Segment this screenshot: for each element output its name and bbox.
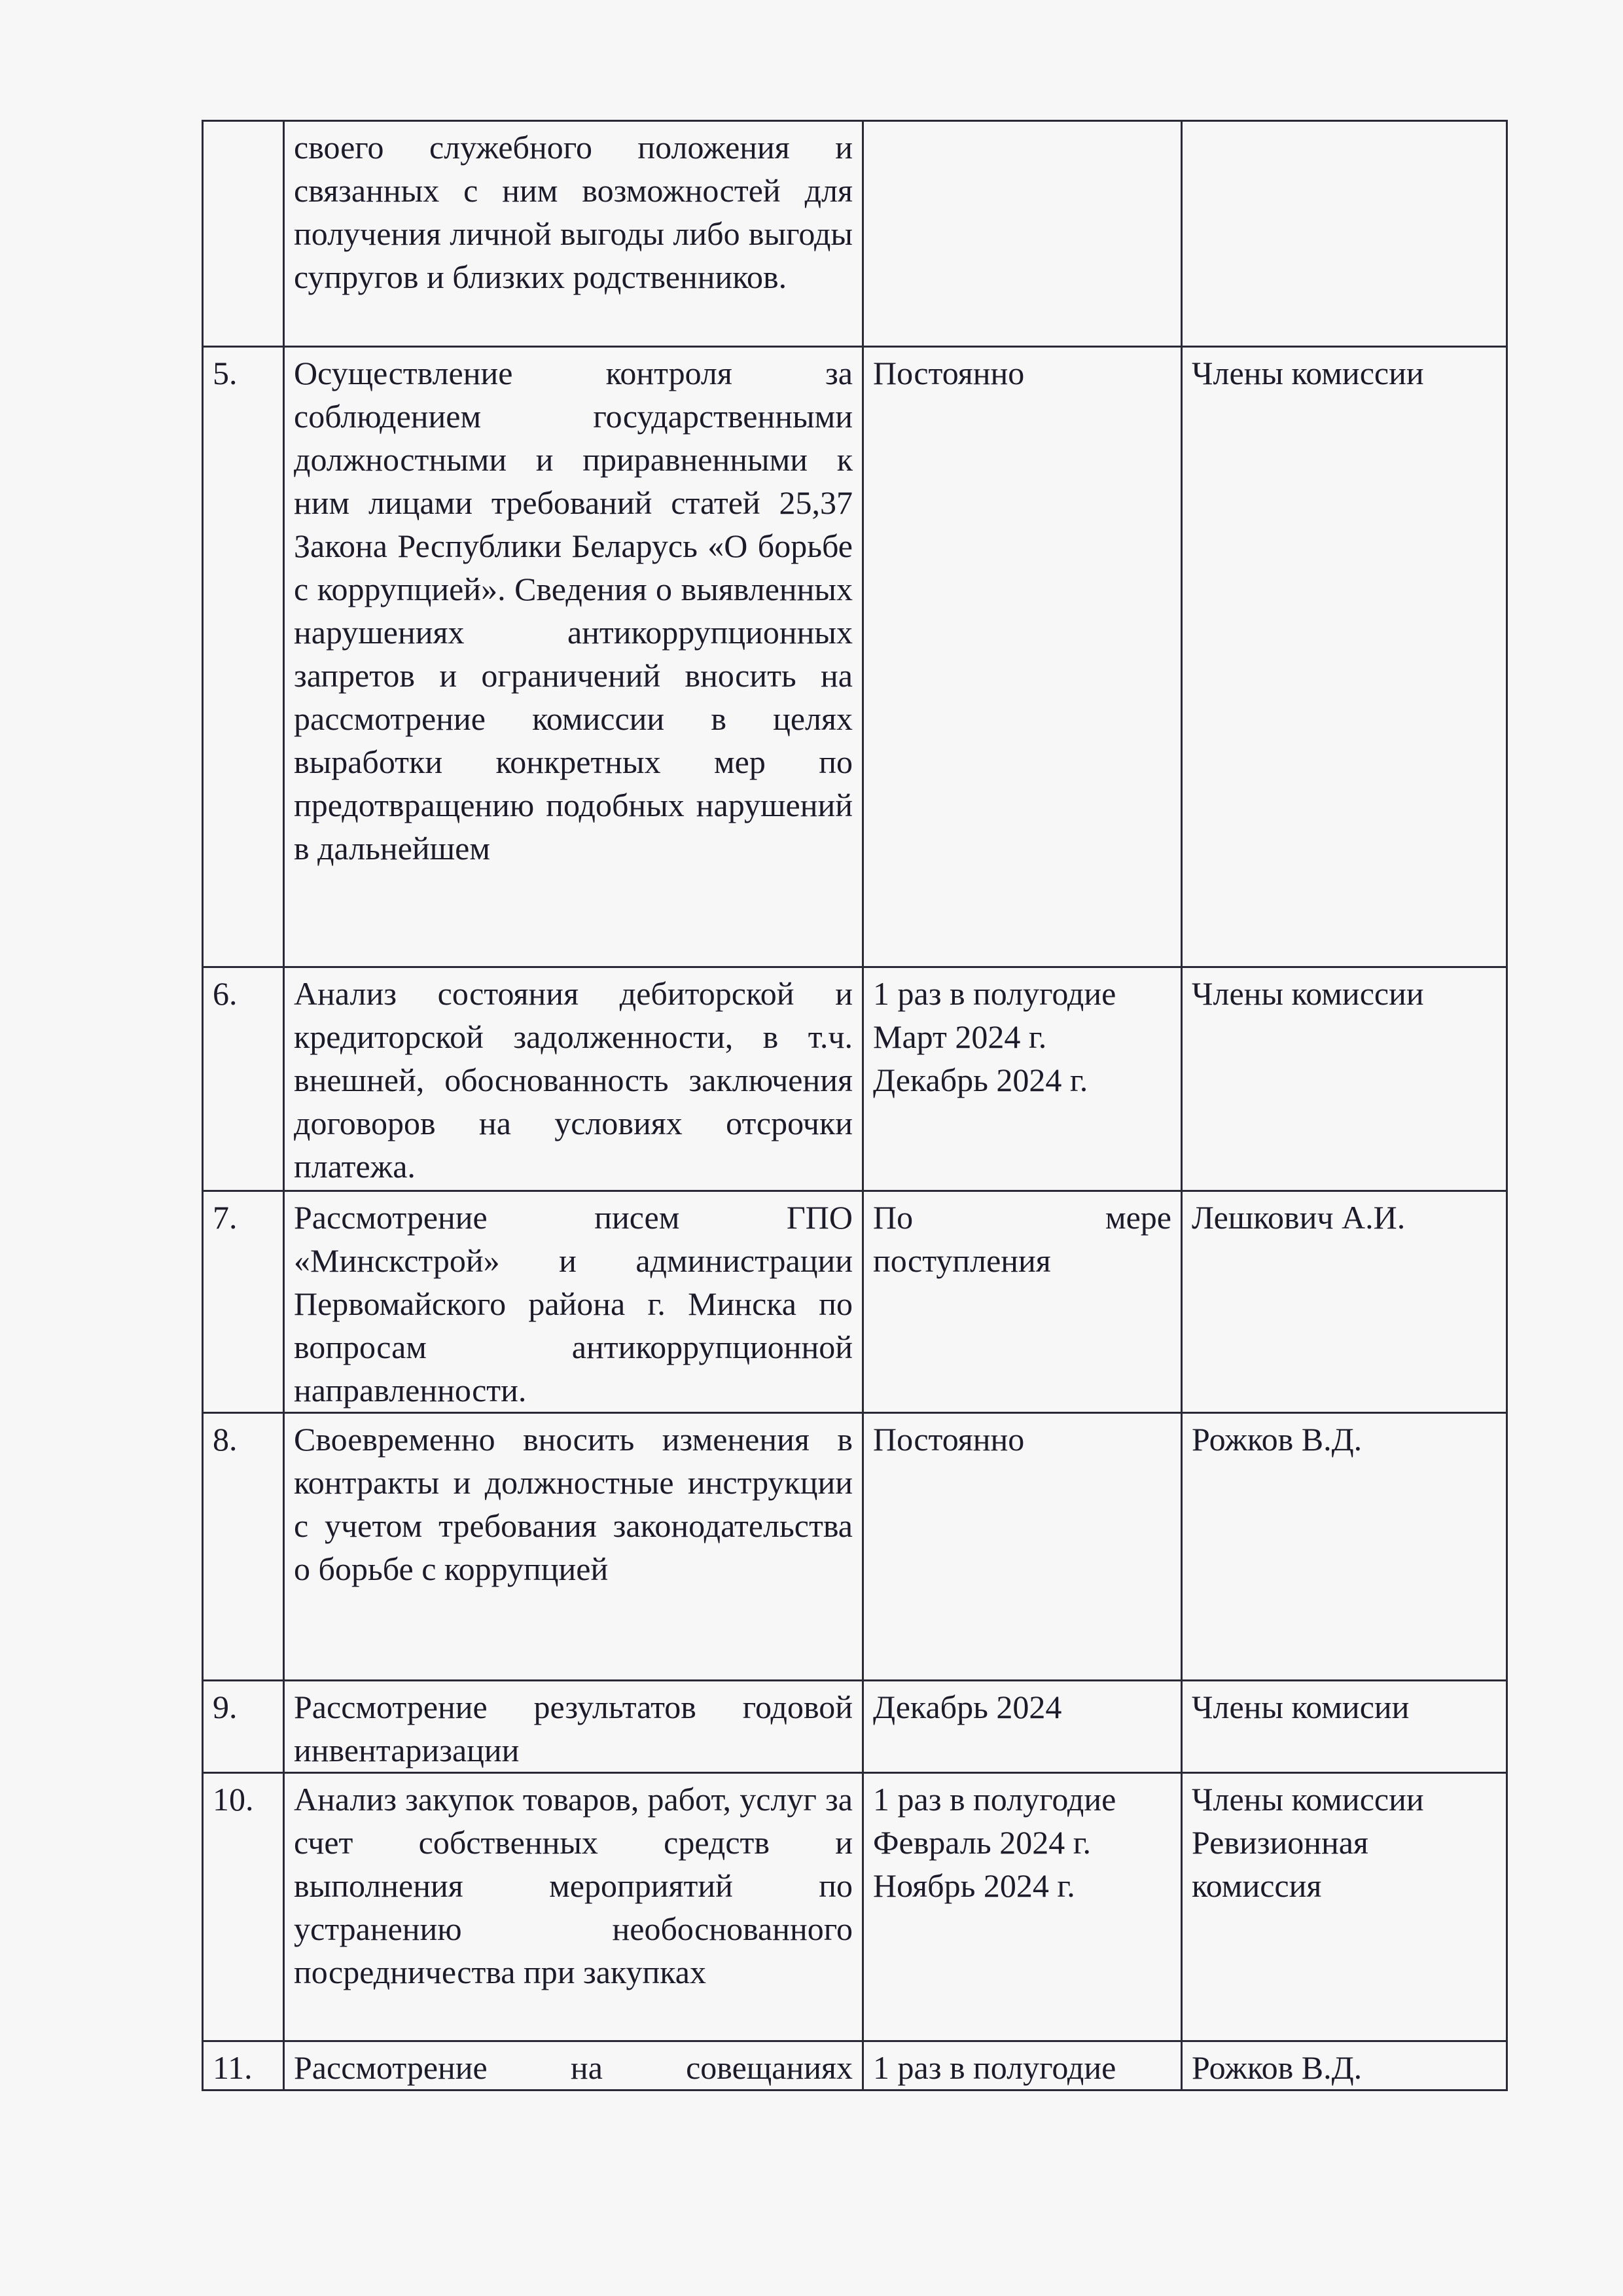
row-responsible [1182,121,1507,347]
row-responsible [1182,2041,1507,2090]
row-responsible [1182,347,1507,967]
term-line: 1 раз в полугодие [873,1781,1116,1818]
responsible-line: Члены комисии [1192,1689,1410,1725]
table-row [203,2041,1507,2090]
responsible-line: Члены комиссии [1192,975,1424,1012]
table-row [203,1413,1507,1681]
row-number: 5. [203,347,284,967]
table-row [203,347,1507,967]
table-row [203,1191,1507,1413]
row-responsible [1182,1681,1507,1773]
row-description: Рассмотрение результатов годовой инвентаризации [284,1681,863,1773]
row-description [284,2041,863,2090]
table-row [203,121,1507,347]
responsible-line: Лешкович А.И. [1192,1199,1406,1236]
responsible-line: Члены комиссии [1192,1781,1424,1818]
table-row [203,967,1507,1191]
row-description: Осуществление контроля за соблюдением государственными должностными и приравненными к ним лицами требований статей 25,37 Закона Республики Беларусь «О борьбе с коррупцией». Сведения о выявленных нарушениях антикоррупционных запретов и ограничений вносить на рассмотрение комиссии в целях выработки конкретных мер по предотвращению подобных нарушений в дальнейшем [284,347,863,967]
row-description: Анализ состояния дебиторской и кредиторской задолженности, в т.ч. внешней, обоснованность заключения договоров на условиях отсрочки платежа. [284,967,863,1191]
term-line: По мере [873,1199,1171,1236]
activity-plan-table [202,120,1508,2091]
row-term [863,1681,1182,1773]
term-line: поступления [873,1242,1051,1279]
row-responsible [1182,1773,1507,2041]
row-description: Анализ закупок товаров, работ, услуг за счет собственных средств и выполнения мероприятий по устранению необоснованного посредничества при закупках [284,1773,863,2041]
row-description: Рассмотрение писем ГПО «Минскстрой» и администрации Первомайского района г. Минска по вопросам антикоррупционной направленности. [284,1191,863,1413]
row-term [863,121,1182,347]
term-line: Февраль 2024 г. [873,1824,1092,1861]
row-responsible [1182,967,1507,1191]
row-number: 10. [203,1773,284,2041]
term-line: Постоянно [873,355,1025,391]
row-responsible [1182,1413,1507,1681]
term-line: 1 раз в полугодие [873,2049,1116,2086]
responsible-line: Рожков В.Д. [1192,2049,1363,2086]
row-number: 11. [203,2041,284,2090]
row-term [863,347,1182,967]
row-description: Своевременно вносить изменения в контракты и должностные инструкции с учетом требования законодательства о борьбе с коррупцией [284,1413,863,1681]
row-term [863,1413,1182,1681]
row-term [863,1773,1182,2041]
term-line: Декабрь 2024 г. [873,1062,1088,1098]
row-responsible [1182,1191,1507,1413]
row-number: 8. [203,1413,284,1681]
table-row [203,1773,1507,2041]
table-row [203,1681,1507,1773]
responsible-line: Рожков В.Д. [1192,1421,1363,1458]
row-description: своего служебного положения и связанных с ним возможностей для получения личной выгоды либо выгоды супругов и близких родственников. [284,121,863,347]
responsible-line: комиссия [1192,1867,1322,1904]
row-number: 6. [203,967,284,1191]
responsible-line: Ревизионная [1192,1824,1368,1861]
term-line: Постоянно [873,1421,1025,1458]
row-number: 7. [203,1191,284,1413]
row-number: 9. [203,1681,284,1773]
term-line: Декабрь 2024 [873,1689,1062,1725]
row-number [203,121,284,347]
responsible-line: Члены комиссии [1192,355,1424,391]
term-line: Ноябрь 2024 г. [873,1867,1075,1904]
row-description-line: Рассмотрение на совещаниях [294,2049,853,2086]
term-line: 1 раз в полугодие [873,975,1116,1012]
row-term [863,1191,1182,1413]
row-term [863,2041,1182,2090]
row-term [863,967,1182,1191]
term-line: Март 2024 г. [873,1018,1047,1055]
